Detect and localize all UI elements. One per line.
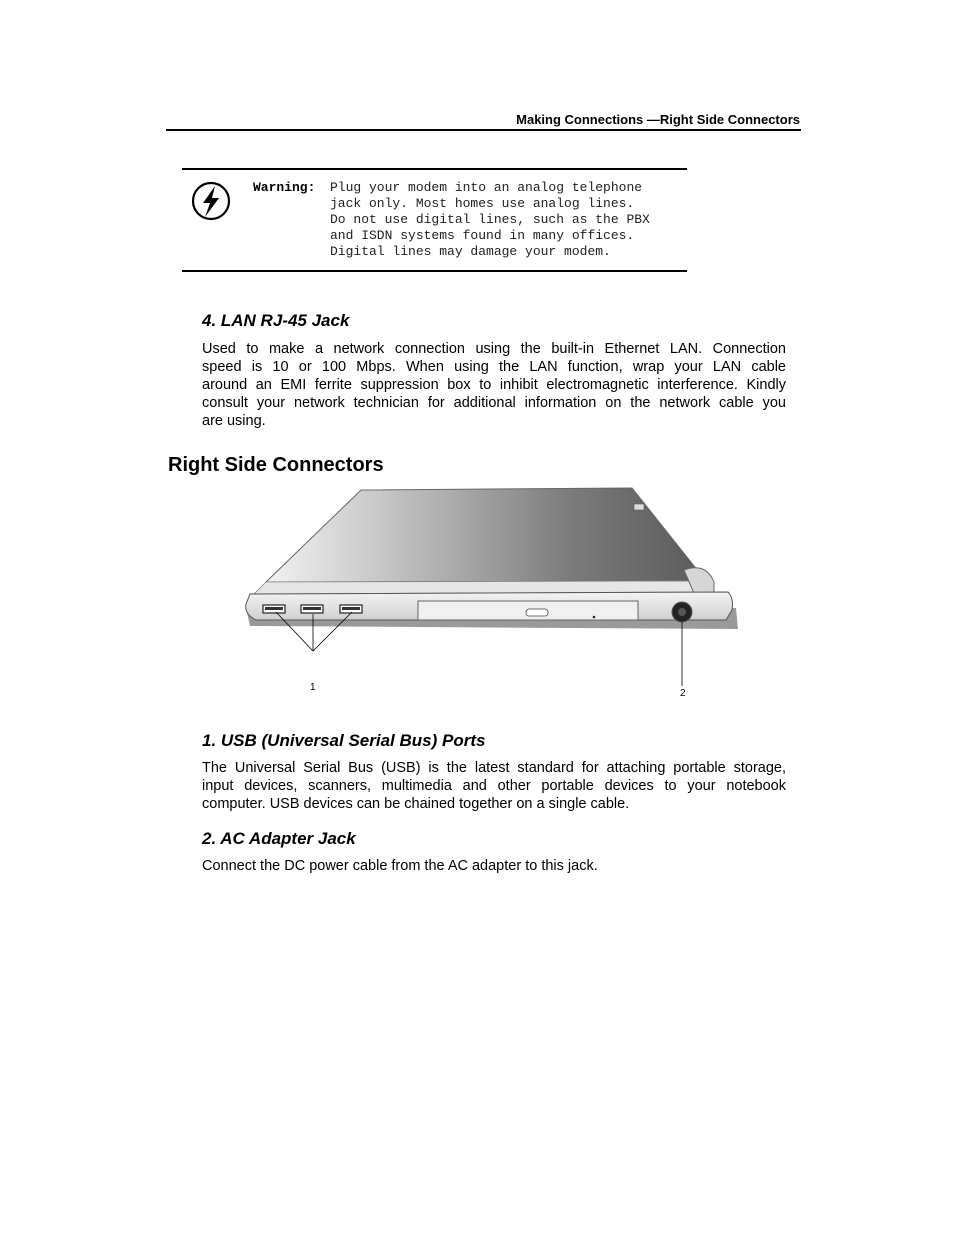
lid-badge — [634, 504, 644, 510]
lan-line: around an EMI ferrite suppression box to inhibit electromagnetic interference. Kindly — [202, 377, 786, 393]
optical-drive — [418, 601, 638, 620]
running-header: Making Connections —Right Side Connectors — [516, 112, 800, 127]
header-rule — [166, 129, 801, 131]
warning-box — [182, 168, 687, 272]
ac-paragraph — [202, 857, 786, 875]
lan-line: consult your network technician for additional information on the network cable you — [202, 395, 786, 411]
callout-1: 1 — [310, 682, 316, 693]
warning-label: Warning: — [253, 180, 316, 195]
lan-line: Used to make a network connection using the built-in Ethernet LAN. Connection — [202, 341, 786, 357]
ac-heading: 2. AC Adapter Jack — [202, 829, 356, 848]
usb-line: computer. USB devices can be chained together on a single cable. — [202, 796, 630, 812]
lightning-bolt-icon — [190, 180, 232, 222]
warning-line: jack only. Most homes use analog lines. — [330, 196, 635, 211]
lan-paragraph — [202, 340, 786, 430]
ac-jack — [672, 602, 692, 622]
ac-line: Connect the DC power cable from the AC adapter to this jack. — [202, 858, 598, 874]
lan-line: speed is 10 or 100 Mbps. When using the LAN function, wrap your LAN cable — [202, 359, 786, 375]
notebook-lid — [266, 488, 706, 582]
warning-line: Plug your modem into an analog telephone — [330, 180, 643, 195]
usb-heading: 1. USB (Universal Serial Bus) Ports — [202, 731, 486, 750]
warning-text — [330, 180, 650, 260]
usb-line: The Universal Serial Bus (USB) is the latest standard for attaching portable storage, — [202, 760, 786, 776]
lan-heading: 4. LAN RJ-45 Jack — [202, 311, 350, 330]
notebook-illustration — [236, 486, 744, 702]
warning-line: and ISDN systems found in many offices. — [330, 228, 635, 243]
usb-ports — [263, 605, 362, 613]
callout-2: 2 — [680, 688, 686, 699]
section-heading: Right Side Connectors — [168, 454, 384, 476]
usb-paragraph — [202, 759, 786, 813]
warning-line: Do not use digital lines, such as the PBX — [330, 212, 650, 227]
warning-line: Digital lines may damage your modem. — [330, 244, 611, 259]
notebook-right-side-figure — [236, 486, 744, 702]
lan-line: are using. — [202, 413, 266, 429]
usb-line: input devices, scanners, multimedia and other portable devices to your notebook — [202, 778, 786, 794]
